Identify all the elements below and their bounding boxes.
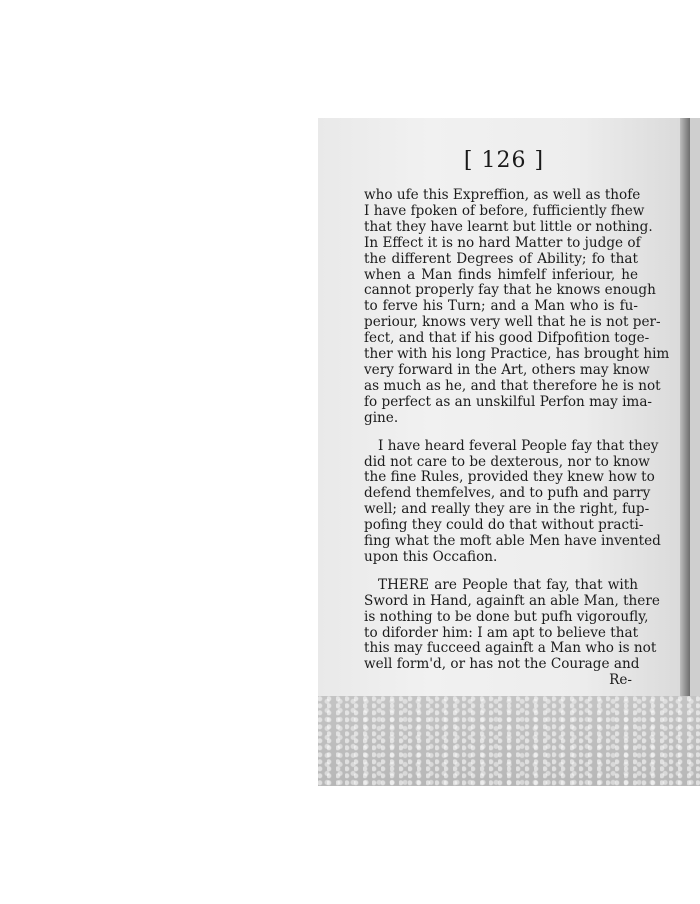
text-line: to ferve his Turn; and a Man who is fu- <box>364 298 638 315</box>
scanned-page <box>318 118 700 786</box>
book-leaf <box>318 118 690 697</box>
text-line: as much as he, and that therefore he is not <box>364 377 661 394</box>
catchword: Re- <box>609 672 632 689</box>
text-line: periour, knows very well that he is not per- <box>364 314 661 331</box>
text-line: In Effect it is no hard Matter to judge of <box>364 234 641 251</box>
gutter-shadow <box>680 118 690 696</box>
paragraph-1 <box>364 187 670 427</box>
text-line: upon this Occafion. <box>364 548 498 565</box>
paragraph-2 <box>364 437 661 566</box>
text-line: the different Degrees of Ability; fo that <box>364 250 638 267</box>
text-line: well; and really they are in the right, fup- <box>364 501 650 518</box>
text-line: defend themfelves, and to pufh and parry <box>364 485 651 502</box>
text-line: that they have learnt but little or nothing. <box>364 218 653 235</box>
text-line: this may fucceed againft a Man who is not <box>364 640 657 657</box>
text-line: pofing they could do that without practi- <box>364 517 644 534</box>
text-line: I have heard feveral People fay that they <box>378 437 659 454</box>
text-line: did not care to be dexterous, nor to know <box>364 453 650 470</box>
text-line: fect, and that if his good Difpofition toge- <box>364 330 650 347</box>
underlying-page <box>318 696 700 786</box>
text-line: I have fpoken of before, fufficiently fhew <box>364 202 645 219</box>
text-line: ther with his long Practice, has brought him <box>364 346 670 363</box>
text-line: fing what the moft able Men have invented <box>364 533 661 550</box>
page-number: [ 126 ] <box>463 148 545 173</box>
text-line: to diforder him: I am apt to believe that <box>364 624 639 641</box>
text-line: who ufe this Expreffion, as well as thofe <box>364 187 641 203</box>
text-line: well form'd, or has not the Courage and <box>364 656 640 673</box>
text-line: the fine Rules, provided they knew how to <box>364 469 655 486</box>
paragraph-3 <box>364 576 660 689</box>
text-line: very forward in the Art, others may know <box>364 361 650 378</box>
text-line: THERE are People that fay, that with <box>378 576 638 593</box>
text-line: when a Man finds himfelf inferiour, he <box>364 266 638 283</box>
text-line: fo perfect as an unskilful Perfon may ima- <box>364 393 653 410</box>
text-line: Sword in Hand, againft an able Man, there <box>364 592 660 609</box>
body-text <box>364 187 670 701</box>
text-line: gine. <box>364 409 399 426</box>
text-line: cannot properly fay that he knows enough <box>364 282 656 299</box>
text-line: is nothing to be done but pufh vigoroufly, <box>364 608 649 625</box>
